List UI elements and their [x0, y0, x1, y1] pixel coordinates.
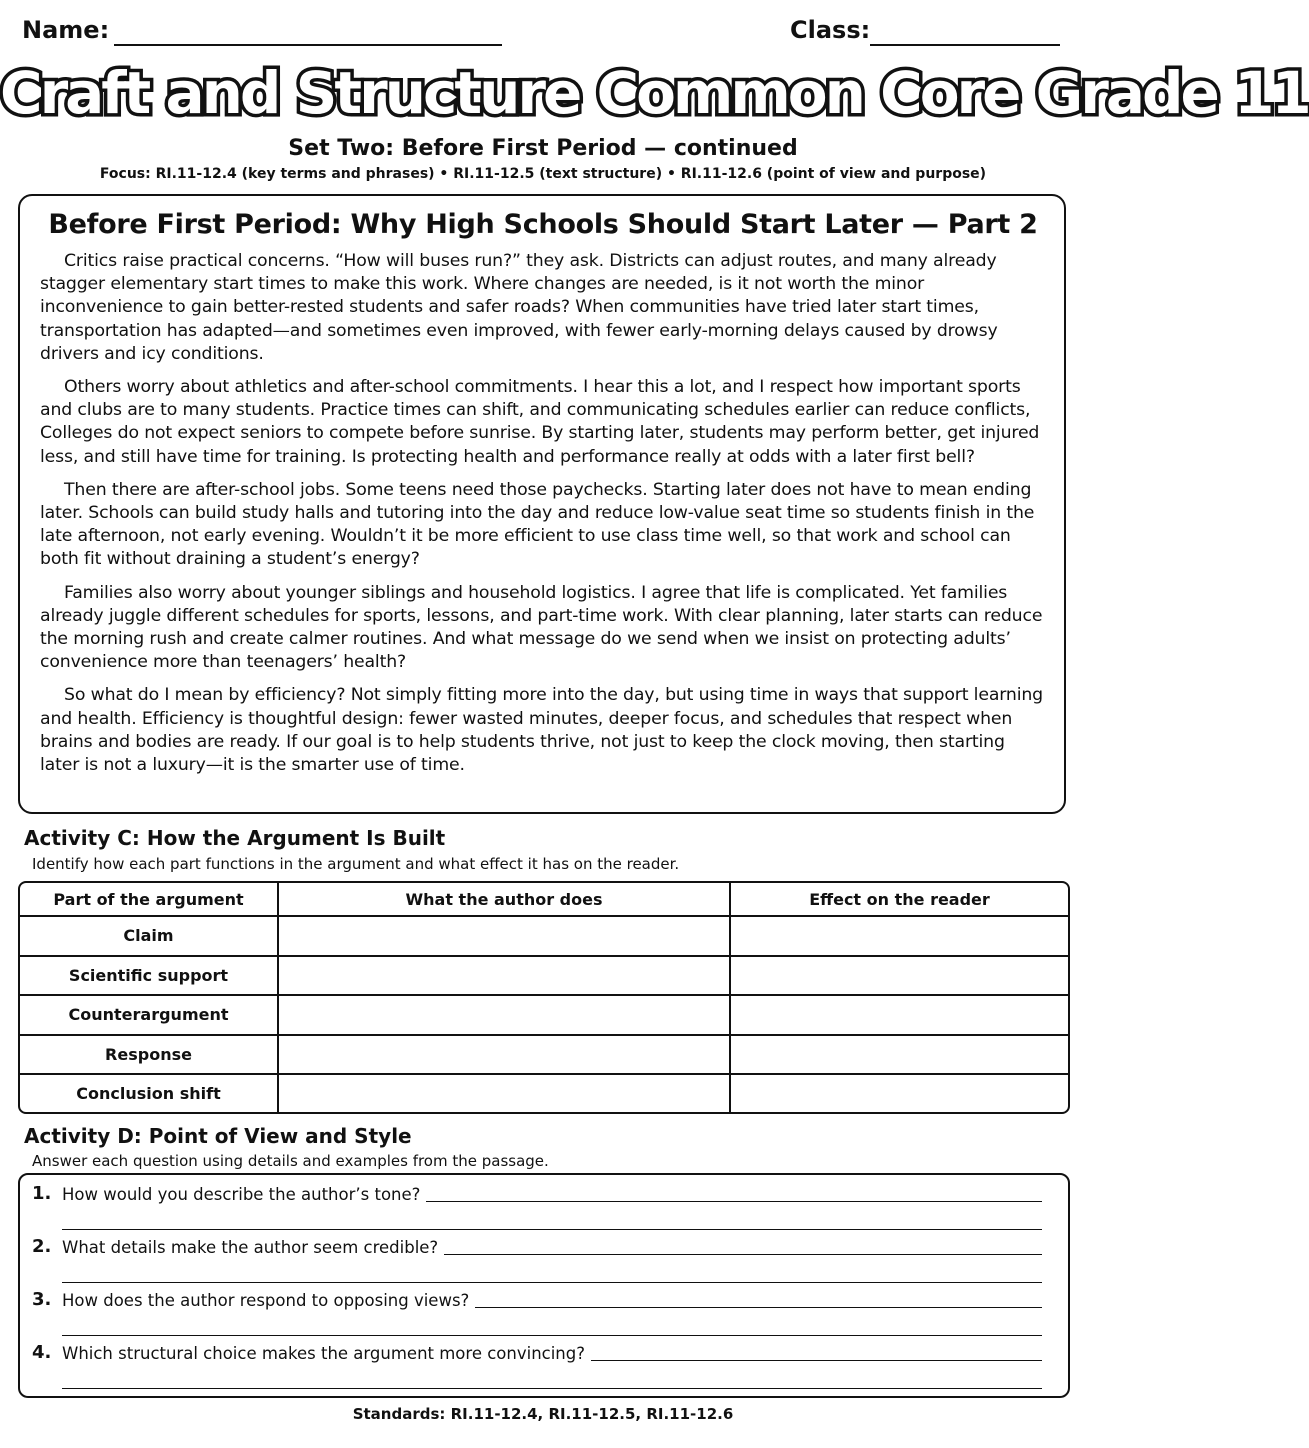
table-row: [20, 916, 1068, 956]
question-item: [32, 1185, 1042, 1235]
question-item: [32, 1291, 1042, 1341]
question-number: 3.: [32, 1289, 52, 1310]
activity-d-instructions: Answer each question using details and examples from the passage.: [32, 1152, 549, 1170]
answer-line[interactable]: [62, 1335, 1042, 1336]
passage-paragraph: Critics raise practical concerns. “How will buses run?” they ask. Districts can adjust routes, and many already stagger elementary start times to make this work. Where changes are needed, is it not worth the minor inconvenience to gain better-rested students and safer roads? When communities have tried later start times, transportation has adapted—and sometimes even improved, with fewer early-morning delays caused by drowsy drivers and icy conditions.: [40, 251, 998, 364]
passage-paragraph: So what do I mean by efficiency? Not simply fitting more into the day, but using time in ways that support learning and health. Efficiency is thoughtful design: fewer wasted minutes, deeper focus, and schedules that respect when brains and bodies are ready. If our goal is to help students thrive, not just to keep the clock moving, then starting later is not a luxury—it is the smarter use of time.: [40, 685, 1043, 776]
worksheet-header: [22, 14, 1064, 50]
answer-cell[interactable]: [278, 1035, 730, 1075]
activity-c-instructions: Identify how each part functions in the argument and what effect it has on the reader.: [32, 855, 680, 873]
name-label: Name:: [22, 16, 110, 44]
name-field[interactable]: [114, 44, 502, 46]
question-item: [32, 1238, 1042, 1288]
activity-c-title: Activity C: How the Argument Is Built: [24, 826, 446, 850]
class-field[interactable]: [870, 44, 1060, 46]
question-text: How does the author respond to opposing views?: [62, 1291, 475, 1310]
question-number: 1.: [32, 1183, 52, 1204]
argument-table: [18, 881, 1070, 1114]
passage-paragraph: Then there are after-school jobs. Some teens need those paychecks. Starting later does not have to mean ending later. Schools can build study halls and tutoring into the day and reduce low-value seat time so students finish in the late afternoon, not early evening. Wouldn’t it be more efficient to use class time well, so that work and school can both fit without draining a student’s energy?: [40, 479, 1035, 570]
question-text: How would you describe the author’s tone?: [62, 1185, 426, 1204]
questions-box: [18, 1173, 1070, 1398]
passage-paragraph: Families also worry about younger siblings and household logistics. I agree that life is complicated. Yet families already juggle different schedules for sports, lessons, and part-time work. With clear planning, later starts can reduce the morning rush and create calmer routines. And what message do we send when we insist on protecting adults’ convenience more than teenagers’ health?: [40, 582, 1043, 673]
question-text: What details make the author seem credible?: [62, 1238, 444, 1257]
standards-footer: Standards: RI.11-12.4, RI.11-12.5, RI.11-12.6: [352, 1405, 734, 1423]
passage-paragraph: Others worry about athletics and after-school commitments. I hear this a lot, and I respect how important sports and clubs are to many students. Practice times can shift, and communicating schedules earlier can reduce conflicts, Colleges do not expect seniors to compete before sunrise. By starting later, students may perform better, get injured less, and still have time for training. Is protecting health and performance really at odds with a later first bell?: [40, 377, 1040, 467]
focus-standards: Focus: RI.11-12.4 (key terms and phrases) • RI.11-12.5 (text structure) • RI.11-12.6 (point of view and purpose): [99, 166, 987, 182]
answer-line[interactable]: [62, 1282, 1042, 1283]
worksheet-title: Craft and Structure Common Core Grade 11: [0, 59, 1309, 127]
answer-cell[interactable]: [278, 916, 730, 956]
table-row: [20, 1074, 1068, 1112]
activity-d-title: Activity D: Point of View and Style: [24, 1124, 412, 1148]
table-row: [20, 1035, 1068, 1075]
question-number: 4.: [32, 1342, 52, 1363]
answer-line[interactable]: [62, 1229, 1042, 1230]
row-label: Counterargument: [20, 995, 278, 1035]
question-number: 2.: [32, 1236, 52, 1257]
row-label: Claim: [20, 916, 278, 956]
table-row: [20, 956, 1068, 996]
row-label: Response: [20, 1035, 278, 1075]
answer-cell[interactable]: [278, 995, 730, 1035]
column-header: What the author does: [278, 883, 730, 916]
class-label: Class:: [790, 16, 871, 44]
answer-cell[interactable]: [730, 1035, 1068, 1075]
answer-cell[interactable]: [730, 995, 1068, 1035]
answer-cell[interactable]: [278, 956, 730, 996]
answer-cell[interactable]: [730, 916, 1068, 956]
column-header: Part of the argument: [20, 883, 278, 916]
row-label: Scientific support: [20, 956, 278, 996]
reading-passage: [18, 194, 1066, 814]
column-header: Effect on the reader: [730, 883, 1068, 916]
question-item: [32, 1344, 1042, 1394]
row-label: Conclusion shift: [20, 1074, 278, 1112]
passage-title: Before First Period: Why High Schools Should Start Later — Part 2: [48, 209, 1038, 240]
answer-line[interactable]: [62, 1388, 1042, 1389]
table-header-row: [20, 883, 1068, 916]
answer-cell[interactable]: [730, 1074, 1068, 1112]
worksheet-subtitle: Set Two: Before First Period — continued: [288, 136, 798, 161]
answer-cell[interactable]: [278, 1074, 730, 1112]
table-row: [20, 995, 1068, 1035]
answer-cell[interactable]: [730, 956, 1068, 996]
question-text: Which structural choice makes the argument more convincing?: [62, 1344, 591, 1363]
